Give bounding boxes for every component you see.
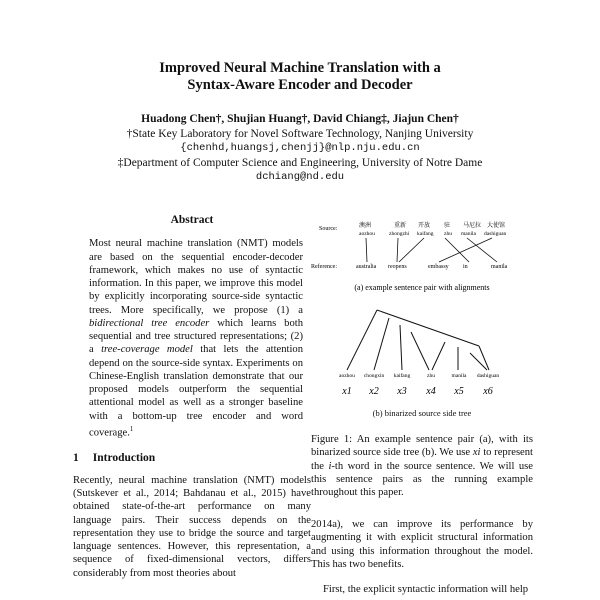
- right-paragraph-2: First, the explicit syntactic information will help: [323, 584, 529, 595]
- affiliation-2: ‡Department of Computer Science and Engineering, University of Notre Dame: [117, 156, 483, 169]
- tree-leaf-5: manila: [451, 373, 467, 379]
- source-zh-4: 驻: [444, 223, 451, 229]
- tree-leaf-6: dashiguan: [476, 373, 500, 379]
- tree-var-6: x6: [483, 386, 493, 397]
- title-line-2: Syntax-Aware Encoder and Decoder: [187, 77, 413, 93]
- abstract-text-3: that lets the attention depend on the source-side syntax. Experiments on Chinese-English translation demonstrate that our proposed models outperform the sequential attentional model as well as a stronger baseline with a bottom-up tree encoder and word coverage.: [89, 344, 304, 439]
- fig-caption-text-1: Figure 1: An example sentence pair (a), with its binarized source side tree (b). We use: [311, 434, 533, 459]
- reference-words: [356, 264, 508, 270]
- source-pinyin-5: manila: [461, 231, 476, 237]
- footnote-mark: 1: [129, 424, 134, 433]
- ref-word-2: reopens: [388, 264, 407, 270]
- fig-caption-var: xi: [472, 447, 481, 459]
- source-pinyin-2: zhongzhi: [389, 231, 410, 237]
- ref-word-1: australia: [356, 264, 377, 270]
- abstract-emphasis-2: tree-coverage model: [101, 344, 193, 356]
- alignment-lines: [366, 238, 497, 262]
- source-zh-3: 开放: [418, 223, 431, 229]
- source-pinyin-1: aozhou: [359, 231, 375, 237]
- tree-leaf-1: aozhou: [339, 373, 355, 379]
- ref-word-4: in: [463, 264, 468, 270]
- source-zh-5: 马尼拉: [463, 223, 482, 229]
- caption-a: (a) example sentence pair with alignments: [354, 283, 490, 292]
- author-block: [0, 112, 600, 185]
- source-label: Source:: [319, 226, 338, 232]
- source-pinyin-4: zhu: [444, 231, 452, 237]
- fig-caption-text-2: to represent the: [311, 447, 534, 472]
- title-line-1: Improved Neural Machine Translation with a: [159, 60, 441, 76]
- abstract-text-1: Most neural machine translation (NMT) models are based on the sequential encoder-decoder framework, which makes no use of syntactic information. In this paper, we improve this model by explicitly incorporating source-side syntactic trees. More specifically, we propose (1) a: [89, 238, 303, 316]
- paper-title: [0, 60, 600, 94]
- email-2: dchiang@nd.edu: [255, 171, 345, 183]
- figure-caption: [311, 433, 533, 499]
- fig-caption-i: i: [328, 460, 332, 472]
- ref-word-5: manila: [491, 264, 508, 270]
- tree-edges: [347, 310, 489, 370]
- abstract-emphasis-1: bidirectional tree encoder: [89, 317, 210, 329]
- tree-leaf-3: kaifang: [393, 373, 411, 379]
- section-heading: [73, 452, 311, 465]
- section-title: Introduction: [92, 451, 156, 464]
- tree-var-1: x1: [342, 386, 352, 397]
- reference-label: Reference:: [311, 264, 337, 270]
- author-names: Huadong Chen†, Shujian Huang†, David Chiang‡, Jiajun Chen†: [141, 113, 459, 125]
- tree-var-5: x5: [454, 386, 464, 397]
- fig-caption-text-3: -th word in the source sentence. We will use this sentence pairs as the running example throughout this paper.: [311, 460, 534, 498]
- source-zh-1: 澳洲: [359, 223, 372, 229]
- affiliation-1: †State Key Laboratory for Novel Software Technology, Nanjing University: [126, 127, 474, 140]
- tree-var-2: x2: [369, 386, 379, 397]
- source-words: [359, 221, 507, 237]
- source-zh-6: 大使馆: [487, 223, 506, 229]
- right-paragraph-1: 2014a), we can improve its performance by augmenting it with explicit structural information and using this information throughout the model. This has two benefits.: [311, 519, 533, 570]
- abstract-text-2: which learns both sequential and tree structured representations; (2) a: [89, 317, 303, 356]
- left-column: [73, 214, 311, 580]
- abstract-body: [89, 237, 303, 439]
- source-zh-2: 重新: [394, 223, 407, 229]
- caption-b: (b) binarized source side tree: [372, 408, 472, 418]
- email-1: {chenhd,huangsj,chenjj}@nlp.nju.edu.cn: [180, 142, 420, 154]
- section-number: 1: [73, 451, 79, 464]
- figure-1: [311, 214, 533, 404]
- tree-leaves: [339, 372, 499, 379]
- ref-word-3: embassy: [428, 264, 449, 270]
- tree-var-4: x4: [426, 386, 436, 397]
- source-pinyin-3: kaifang: [417, 231, 434, 237]
- tree-leaf-4: zhu: [427, 373, 435, 379]
- abstract-heading: Abstract: [170, 214, 214, 226]
- tree-variables: [341, 386, 492, 397]
- tree-var-3: x3: [397, 386, 407, 397]
- tree-leaf-2: chongxin: [363, 373, 385, 379]
- introduction-text: Recently, neural machine translation (NMT) models (Sutskever et al., 2014; Bahdanau et al., 2015) have obtained state-of-the-art performance on many language pairs. Their success depends on the representation they use to bridge the source and target language sentences. However, this representation, a sequence of fixed-dimensional vectors, differs considerably from most theories about: [73, 474, 311, 579]
- source-pinyin-6: dashiguan: [484, 231, 507, 237]
